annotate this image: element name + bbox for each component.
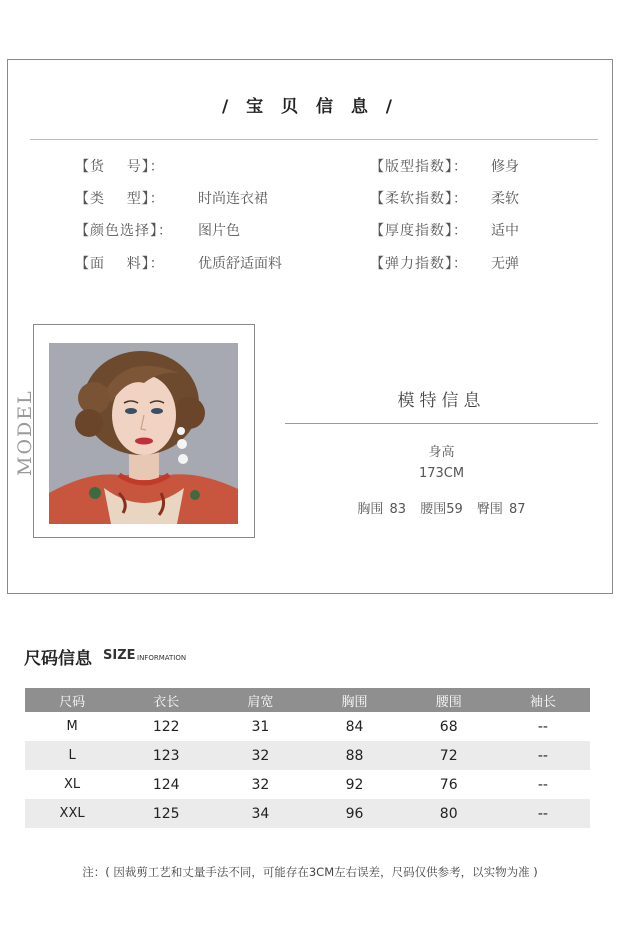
table-cell: 124 xyxy=(119,770,213,799)
table-row xyxy=(25,770,590,799)
size-table xyxy=(25,688,590,828)
header-bust: 胸围 xyxy=(307,688,401,712)
spec-value-thickness: 适中 xyxy=(491,223,519,239)
spec-label-item-no: 【货 号】： xyxy=(75,159,165,175)
table-cell: XXL xyxy=(25,799,119,828)
table-row xyxy=(25,712,590,741)
page-title: / 宝 贝 信 息 / xyxy=(221,97,398,117)
model-info-divider xyxy=(285,423,598,424)
size-section-title: 尺码信息 xyxy=(24,649,92,669)
bust-measurement: 胸围 83 xyxy=(357,502,407,517)
spec-value-fit: 修身 xyxy=(491,159,519,175)
title-divider xyxy=(30,139,598,140)
spec-label-fit: 【版型指数】： xyxy=(370,159,468,175)
waist-measurement: 腰围59 xyxy=(420,502,463,517)
spec-label-fabric: 【面 料】： xyxy=(75,256,165,272)
table-row xyxy=(25,741,590,770)
header-shoulder: 肩宽 xyxy=(213,688,307,712)
table-cell: XL xyxy=(25,770,119,799)
height-label: 身高 xyxy=(428,445,455,460)
header-sleeve: 袖长 xyxy=(496,688,590,712)
height-value: 173CM xyxy=(418,466,465,481)
size-table-header xyxy=(25,688,590,712)
spec-label-color: 【颜色选择】： xyxy=(75,223,173,239)
size-section-en-subtitle: INFORMATION xyxy=(137,654,187,662)
model-info-title: 模特信息 xyxy=(397,391,486,411)
model-photo xyxy=(49,343,238,524)
spec-value-elasticity: 无弹 xyxy=(491,256,519,272)
spec-label-softness: 【柔软指数】： xyxy=(370,191,468,207)
table-cell: 32 xyxy=(213,741,307,770)
size-section-en-title: SIZE xyxy=(103,648,136,663)
spec-label-type: 【类 型】： xyxy=(75,191,165,207)
table-cell: -- xyxy=(496,770,590,799)
model-measurements xyxy=(285,498,598,517)
table-cell: 72 xyxy=(402,741,496,770)
table-cell: 122 xyxy=(119,712,213,741)
table-cell: 92 xyxy=(307,770,401,799)
spec-label-thickness: 【厚度指数】： xyxy=(370,223,468,239)
spec-value-fabric: 优质舒适面料 xyxy=(198,256,282,272)
table-cell: -- xyxy=(496,712,590,741)
table-cell: 31 xyxy=(213,712,307,741)
table-cell: 125 xyxy=(119,799,213,828)
spec-value-color: 图片色 xyxy=(198,223,240,239)
table-cell: -- xyxy=(496,741,590,770)
table-cell: 96 xyxy=(307,799,401,828)
table-row xyxy=(25,799,590,828)
table-cell: 68 xyxy=(402,712,496,741)
table-cell: 88 xyxy=(307,741,401,770)
table-cell: M xyxy=(25,712,119,741)
spec-value-type: 时尚连衣裙 xyxy=(198,191,268,207)
hip-measurement: 臀围 87 xyxy=(476,502,526,517)
header-waist: 腰围 xyxy=(402,688,496,712)
header-size: 尺码 xyxy=(25,688,119,712)
header-length: 衣长 xyxy=(119,688,213,712)
table-cell: L xyxy=(25,741,119,770)
table-cell: 123 xyxy=(119,741,213,770)
table-cell: 80 xyxy=(402,799,496,828)
table-cell: 76 xyxy=(402,770,496,799)
model-vertical-label: MODEL xyxy=(14,389,36,476)
table-cell: -- xyxy=(496,799,590,828)
size-footnote: 注：( 因裁剪工艺和丈量手法不同，可能存在3CM左右误差，尺码仅供参考，以实物为准 ) xyxy=(82,865,538,879)
table-cell: 32 xyxy=(213,770,307,799)
spec-value-softness: 柔软 xyxy=(491,191,519,207)
spec-label-elasticity: 【弹力指数】： xyxy=(370,256,468,272)
table-cell: 34 xyxy=(213,799,307,828)
table-cell: 84 xyxy=(307,712,401,741)
